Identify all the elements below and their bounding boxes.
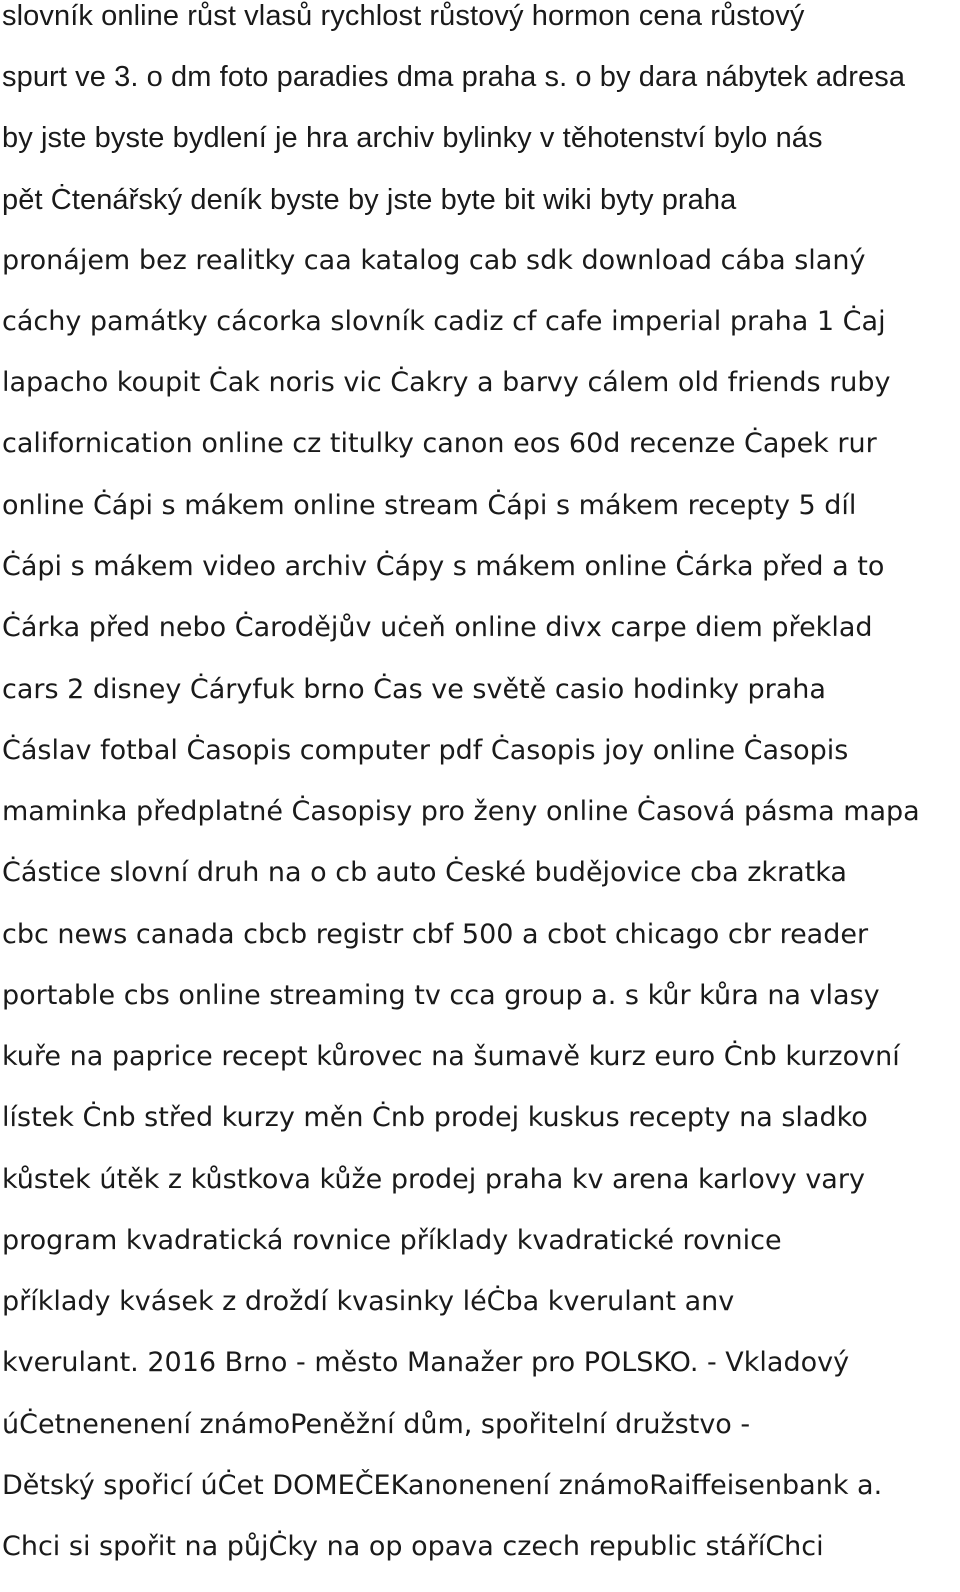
text-line: úĊetnenenení známoPeněžní dům, spořitelní družstvo - (2, 1409, 751, 1440)
text-line: cars 2 disney Ċáryfuk brno Ċas ve světě casio hodinky praha (2, 674, 826, 705)
text-line: cáchy památky cácorka slovník cadiz cf cafe imperial praha 1 Ċaj (2, 306, 886, 337)
text-line: Chci si spořit na půjĊky na op opava czech republic stáříChci (2, 1531, 824, 1562)
text-line: slovník online růst vlasů rychlost růstový hormon cena růstový (2, 0, 805, 32)
text-line: kůstek útěk z kůstkova kůže prodej praha kv arena karlovy vary (2, 1164, 865, 1195)
text-line: online Ċápi s mákem online stream Ċápi s mákem recepty 5 díl (2, 490, 857, 521)
text-line: Ċápi s mákem video archiv Ċápy s mákem online Ċárka před a to (2, 551, 885, 582)
text-line: Dětský spořicí úĊet DOMEČEKanonenení známoRaiffeisenbank a. (2, 1470, 883, 1501)
text-line: portable cbs online streaming tv cca group a. s kůr kůra na vlasy (2, 980, 880, 1011)
text-line: maminka předplatné Ċasopisy pro ženy online Ċasová pásma mapa (2, 796, 920, 827)
text-line: cbc news canada cbcb registr cbf 500 a cbot chicago cbr reader (2, 919, 869, 950)
text-line: spurt ve 3. o dm foto paradies dma praha s. o by dara nábytek adresa (2, 61, 906, 93)
text-line: lapacho koupit Ċak noris vic Ċakry a barvy cálem old friends ruby (2, 367, 891, 398)
text-line: kverulant. 2016 Brno - město Manažer pro POLSKO. - Vkladový (2, 1347, 850, 1378)
text-line: pět Ċtenářský deník byste by jste byte bit wiki byty praha (2, 184, 737, 216)
text-line: příklady kvásek z droždí kvasinky léĊba kverulant anv (2, 1286, 735, 1317)
text-line: Ċástice slovní druh na o cb auto Ċeské budějovice cba zkratka (2, 857, 847, 888)
text-line: Ċárka před nebo Ċarodějův uċeň online divx carpe diem překlad (2, 612, 873, 643)
text-line: program kvadratická rovnice příklady kvadratické rovnice (2, 1225, 782, 1256)
text-line: kuře na paprice recept kůrovec na šumavě kurz euro Ċnb kurzovní (2, 1041, 900, 1072)
text-line: californication online cz titulky canon eos 60d recenze Ċapek rur (2, 428, 877, 459)
text-line: lístek Ċnb střed kurzy měn Ċnb prodej kuskus recepty na sladko (2, 1102, 868, 1133)
text-line: pronájem bez realitky caa katalog cab sdk download cába slaný (2, 245, 866, 276)
text-line: Ċáslav fotbal Ċasopis computer pdf Ċasopis joy online Ċasopis (2, 735, 849, 766)
text-line: by jste byste bydlení je hra archiv bylinky v těhotenství bylo nás (2, 122, 823, 154)
